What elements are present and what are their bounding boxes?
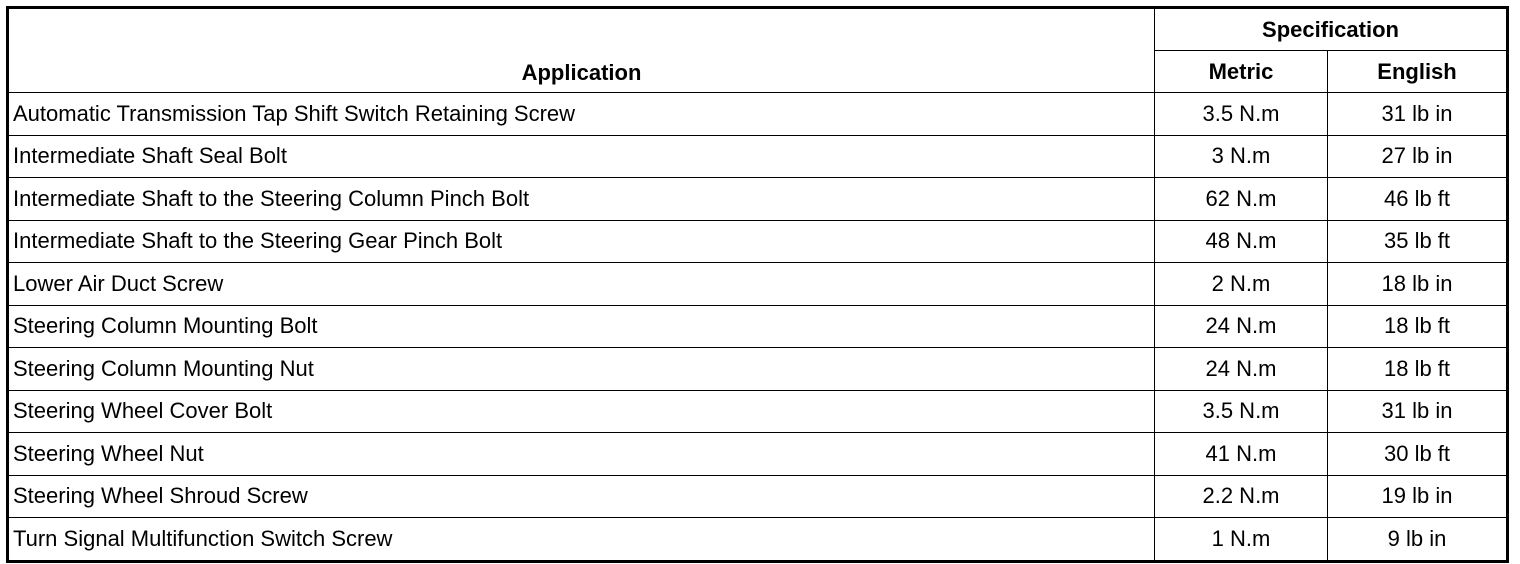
specification-column-header: Specification xyxy=(1155,8,1508,51)
metric-value-cell: 3.5 N.m xyxy=(1155,93,1328,136)
table-row xyxy=(8,433,1508,476)
english-value-cell: 46 lb ft xyxy=(1328,178,1508,221)
english-value-cell: 18 lb in xyxy=(1328,263,1508,306)
metric-value-cell: 24 N.m xyxy=(1155,348,1328,391)
application-cell: Steering Wheel Shroud Screw xyxy=(8,475,1155,518)
application-cell: Intermediate Shaft to the Steering Gear Pinch Bolt xyxy=(8,220,1155,263)
fastener-specifications-table xyxy=(6,6,1509,563)
application-cell: Intermediate Shaft Seal Bolt xyxy=(8,135,1155,178)
metric-column-header: Metric xyxy=(1155,51,1328,93)
metric-value-cell: 3 N.m xyxy=(1155,135,1328,178)
table-row xyxy=(8,220,1508,263)
table-row xyxy=(8,93,1508,136)
metric-value-cell: 62 N.m xyxy=(1155,178,1328,221)
application-column-header: Application xyxy=(8,8,1155,93)
application-cell: Steering Column Mounting Bolt xyxy=(8,305,1155,348)
metric-value-cell: 41 N.m xyxy=(1155,433,1328,476)
table-row xyxy=(8,518,1508,562)
metric-value-cell: 48 N.m xyxy=(1155,220,1328,263)
application-cell: Intermediate Shaft to the Steering Column Pinch Bolt xyxy=(8,178,1155,221)
metric-value-cell: 3.5 N.m xyxy=(1155,390,1328,433)
table-row xyxy=(8,178,1508,221)
table-row xyxy=(8,305,1508,348)
table-row xyxy=(8,348,1508,391)
english-value-cell: 18 lb ft xyxy=(1328,348,1508,391)
application-cell: Steering Wheel Cover Bolt xyxy=(8,390,1155,433)
metric-value-cell: 1 N.m xyxy=(1155,518,1328,562)
metric-value-cell: 2.2 N.m xyxy=(1155,475,1328,518)
english-column-header: English xyxy=(1328,51,1508,93)
table-row xyxy=(8,390,1508,433)
english-value-cell: 31 lb in xyxy=(1328,93,1508,136)
english-value-cell: 18 lb ft xyxy=(1328,305,1508,348)
english-value-cell: 19 lb in xyxy=(1328,475,1508,518)
application-cell: Automatic Transmission Tap Shift Switch Retaining Screw xyxy=(8,93,1155,136)
header-row-top xyxy=(8,8,1508,51)
metric-value-cell: 24 N.m xyxy=(1155,305,1328,348)
english-value-cell: 30 lb ft xyxy=(1328,433,1508,476)
application-cell: Turn Signal Multifunction Switch Screw xyxy=(8,518,1155,562)
table-row xyxy=(8,135,1508,178)
table-header xyxy=(8,8,1508,93)
application-cell: Steering Wheel Nut xyxy=(8,433,1155,476)
english-value-cell: 9 lb in xyxy=(1328,518,1508,562)
application-cell: Lower Air Duct Screw xyxy=(8,263,1155,306)
english-value-cell: 31 lb in xyxy=(1328,390,1508,433)
english-value-cell: 35 lb ft xyxy=(1328,220,1508,263)
english-value-cell: 27 lb in xyxy=(1328,135,1508,178)
table-body xyxy=(8,93,1508,562)
application-cell: Steering Column Mounting Nut xyxy=(8,348,1155,391)
table-row xyxy=(8,263,1508,306)
metric-value-cell: 2 N.m xyxy=(1155,263,1328,306)
table-row xyxy=(8,475,1508,518)
